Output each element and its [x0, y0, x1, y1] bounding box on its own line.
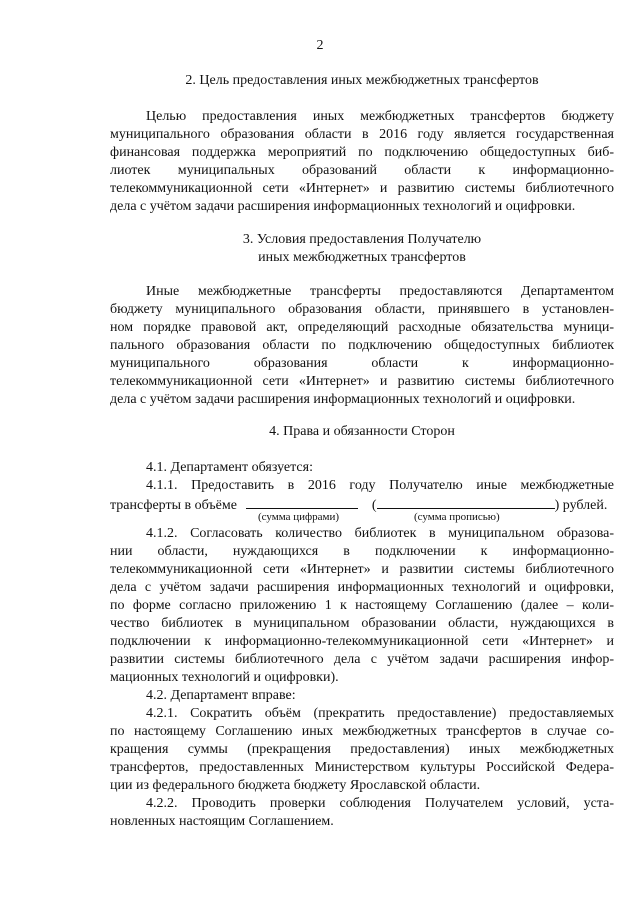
clause-4-1-2-line-8: развитии системы библиотечного дела с учётом задачи расширения инфор-	[110, 652, 614, 667]
s3-line-5: муниципального образования области к информационно-	[110, 356, 614, 371]
clause-4-2-1-line-4: трансфертов, предоставленных Министерством культуры Российской Федера-	[110, 760, 614, 775]
amount-prefix: трансферты в объёме	[110, 498, 237, 513]
section-4-heading: 4. Права и обязанности Сторон	[269, 424, 455, 439]
s3-line-6: телекоммуникационной сети «Интернет» и развитию системы библиотечного	[110, 374, 614, 389]
page-number: 2	[316, 38, 324, 53]
amount-words-blank[interactable]	[377, 495, 555, 509]
section-2-heading: 2. Цель предоставления иных межбюджетных трансфертов	[185, 73, 539, 88]
clause-4-1-2-line-4: дела с учётом задачи расширения информационных технологий и оцифровки,	[110, 580, 614, 595]
clause-4-1-2-line-1: 4.1.2. Согласовать количество библиотек в муниципальном образова-	[146, 526, 614, 541]
clause-4-1-1-line-2	[110, 495, 614, 515]
clause-4-2-2-line-1: 4.2.2. Проводить проверки соблюдения Получателем условий, уста-	[146, 796, 614, 811]
caption-sum-words: (сумма прописью)	[414, 511, 500, 523]
s2-line-3: финансовая поддержка мероприятий по подключению общедоступных биб-	[110, 145, 614, 160]
s2-line-1: Целью предоставления иных межбюджетных трансфертов бюджету	[146, 109, 614, 124]
clause-4-2-1-line-1: 4.2.1. Сократить объём (прекратить предоставление) предоставляемых	[146, 706, 614, 721]
section-3-heading-line-1: 3. Условия предоставления Получателю	[242, 232, 482, 247]
s3-line-3: ном порядке правовой акт, определяющий расходные обязательства муници-	[110, 320, 614, 335]
s2-line-4: лиотек муниципальных образований области к информационно-	[110, 163, 614, 178]
s3-line-4: пального образования области по подключению общедоступных библиотек	[110, 338, 614, 353]
clause-4-2-1-line-2: по настоящему Соглашению иных межбюджетных трансфертов в случае со-	[110, 724, 614, 739]
s2-line-2: муниципального образования области в 2016 году является государственная	[110, 127, 614, 142]
clause-4-2-2-line-2: новленных настоящим Соглашением.	[110, 814, 334, 829]
clause-4-2: 4.2. Департамент вправе:	[146, 688, 296, 703]
clause-4-1: 4.1. Департамент обязуется:	[146, 460, 313, 475]
clause-4-1-2-line-2: нии области, нуждающихся в подключении к информационно-	[110, 544, 614, 559]
s3-line-2: бюджету муниципального образования области, принявшего в установлен-	[110, 302, 614, 317]
clause-4-2-1-line-5: ции из федерального бюджета бюджету Ярославской области.	[110, 778, 481, 793]
open-paren: (	[371, 498, 377, 513]
clause-4-2-1-line-3: кращения суммы (прекращения предоставления) иных межбюджетных	[110, 742, 614, 757]
clause-4-1-2-line-5: по форме согласно приложению 1 к настоящему Соглашению (далее – коли-	[110, 598, 614, 613]
clause-4-1-2-line-7: подключении к информационно-телекоммуникационной сети «Интернет» и	[110, 634, 614, 649]
amount-digits-blank[interactable]	[246, 495, 358, 509]
clause-4-1-2-line-9: мационных технологий и оцифровки).	[110, 670, 339, 685]
s3-line-1: Иные межбюджетные трансферты предоставляются Департаментом	[146, 284, 614, 299]
s2-line-6: дела с учётом задачи расширения информационных технологий и оцифровки.	[110, 199, 576, 214]
clause-4-1-2-line-6: чество библиотек в муниципальном образовании области, нуждающихся в	[110, 616, 614, 631]
caption-sum-digits: (сумма цифрами)	[258, 511, 340, 523]
clause-4-1-2-line-3: телекоммуникационной сети «Интернет» и развитии системы библиотечного	[110, 562, 614, 577]
amount-suffix: ) рублей.	[554, 498, 608, 513]
s2-line-5: телекоммуникационной сети «Интернет» и развитию системы библиотечного	[110, 181, 614, 196]
s3-line-7: дела с учётом задачи расширения информационных технологий и оцифровки.	[110, 392, 576, 407]
clause-4-1-1-line-1: 4.1.1. Предоставить в 2016 году Получателю иные межбюджетные	[146, 478, 614, 493]
section-3-heading-line-2: иных межбюджетных трансфертов	[258, 250, 466, 265]
